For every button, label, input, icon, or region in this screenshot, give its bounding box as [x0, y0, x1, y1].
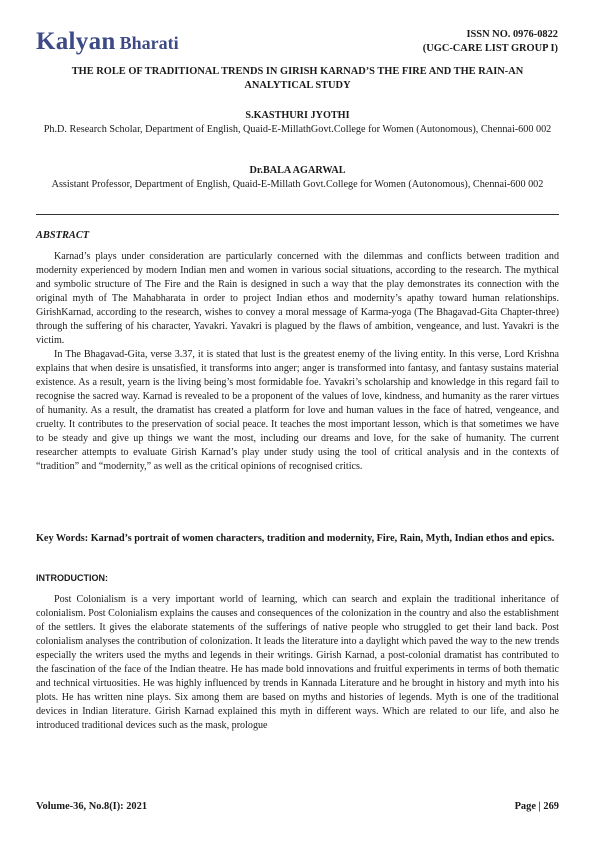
abstract-paragraph-2: In The Bhagavad-Gita, verse 3.37, it is stated that lust is the greatest enemy of the living entity. In this verse, Lord Krishna explains that when desire is unsatisfied, it transforms into anger; anger is transformed into fantasy, and fantasy sustains material existence. As a result, yearn is the living being’s most formidable foe. Yavakri’s scholarship and knowledge in this regard fail to recognise the sacred way. Karnad is revealed to be a proponent of the values of love, kindness, and humanity as the rarer virtues of humanity. As a result, the dramatist has created a platform for love and human values in the face of hatred, vengeance, and cruelty. It contributes to the preservation of social peace. It teaches the most important lesson, which is that sometimes we have to be steady and give up things we want the most, including our dreams and love, for the sake of humanity. The current researcher attempts to evaluate Girish Karnad’s play under study using the tool of critical analysis and in the contexts of “tradition” and “modernity,” as well as the critical opinions of recognised critics. — [36, 349, 559, 472]
keywords: Key Words: Karnad’s portrait of women characters, tradition and modernity, Fire, Rain, Myth, Indian ethos and epics. — [36, 533, 555, 544]
footer-volume: Volume-36, No.8(I): 2021 — [36, 801, 148, 812]
abstract-paragraph-1: Karnad’s plays under consideration are particularly concerned with the dilemmas and conflicts between tradition and modernity experienced by modern Indian men and women in various social situations, according to the research. The mythical and symbolic structure of The Fire and the Rain is designed in such a way that the play demonstrates its connection with the original myth of The Mahabharata in order to project Indian ethos and modernity’s apathy toward human relationships. GirishKarnad, according to the research, wishes to convey a moral message of Karma-yoga (The Bhagavad-Gita Chapter-three) through the suffering of his character, Yavakri. Yavakri is plagued by the flaws of ambition, vengeance, and lust. Yavakri is the victim. — [36, 251, 559, 346]
author-1-name: S.KASTHURI JYOTHI — [245, 110, 350, 121]
introduction-paragraph-1: Post Colonialism is a very important world of learning, which can search and explain the traditional inheritance of colonialism. Post Colonialism explains the causes and consequences of the colonization in the country and also the establishment of the settlers. It gives the elaborate statements of the sufferings of native people who struggled to get their land back. Post colonialism analyses the contribution of colonization. It leads the literature into a daylight which paved the way to the new trends especially the writers used the myths and legends in their writings. Girish Karnad, a post-colonial dramatist has contributed to the fascination of the face of the Indian theatre. He has made bold innovations and fruitful experiments in terms of both thematic and technical virtuosities. He was highly influenced by trends in Kannada Literature and he brought in history and myth into his plots. He has written nine plays. Six among them are based on myths and histories of legends. Myth is one of the traditional devices in Indian literature. Girish Karnad explained this myth in different ways. Which are related to our life, and also he introduced traditional devices such as the mask, prologue — [36, 594, 559, 731]
ugc-group: (UGC-CARE LIST GROUP I) — [422, 43, 558, 54]
author-2-affiliation: Assistant Professor, Department of English, Quaid-E-Millath Govt.College for Women (Autonomous), Chennai-600 002 — [51, 179, 544, 190]
author-2 — [30, 164, 565, 192]
issn-number: ISSN NO. 0976-0822 — [466, 29, 558, 40]
journal-name-second: Bharati — [119, 33, 179, 53]
article-title: THE ROLE OF TRADITIONAL TRENDS IN GIRISH KARNAD’S THE FIRE AND THE RAIN-AN ANALYTICAL STUDY — [71, 66, 524, 91]
journal-logo — [36, 28, 179, 56]
author-2-name: Dr.BALA AGARWAL — [249, 165, 346, 176]
header-divider — [36, 214, 559, 215]
journal-name-first: Kalyan — [36, 28, 116, 55]
introduction-heading: INTRODUCTION: — [36, 573, 108, 583]
author-1-affiliation: Ph.D. Research Scholar, Department of English, Quaid-E-MillathGovt.College for Women (Autonomous), Chennai-600 002 — [43, 124, 552, 135]
abstract-heading: ABSTRACT — [36, 230, 90, 241]
author-1 — [30, 109, 565, 137]
issn-block — [423, 28, 558, 56]
footer-page-number: Page | 269 — [514, 801, 559, 812]
